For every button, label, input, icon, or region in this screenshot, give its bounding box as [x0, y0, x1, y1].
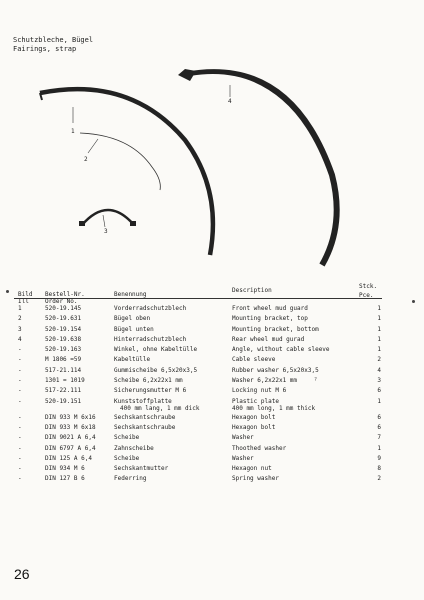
table-row — [14, 424, 382, 434]
cell-bild: 3 — [18, 325, 22, 333]
cell-description: Spring washer — [232, 475, 279, 483]
cell-order-no: DIN 934 M 6 — [45, 465, 85, 473]
cell-bild: - — [18, 423, 22, 431]
cell-bild: - — [18, 465, 22, 473]
cell-quantity: 6 — [377, 423, 381, 431]
header-order-no: Order No. — [45, 298, 78, 305]
cell-order-no: DIN 9021 A 6,4 — [45, 434, 96, 442]
front-mud-guard-drawing — [40, 89, 213, 255]
title-english: Fairings, strap — [13, 45, 77, 53]
cell-order-no: DIN 125 A 6,4 — [45, 454, 92, 462]
cell-description: Washer 6,2x22x1 mm — [232, 377, 298, 385]
page-number: 26 — [14, 566, 30, 582]
table-row — [14, 346, 382, 356]
header-description: Description — [232, 287, 272, 294]
cell-benennung: Scheibe 6,2x22x1 mm — [114, 377, 183, 385]
cell-description: Plastic plate 400 mm long, 1 mm thick — [232, 397, 316, 412]
cell-order-no: 520-19.638 — [45, 335, 82, 343]
cell-bild: 1 — [18, 305, 22, 312]
cell-bild: - — [18, 413, 22, 421]
cell-description: Washer — [232, 454, 254, 462]
cell-order-no: M 1806 =59 — [45, 356, 82, 364]
cell-order-no: 517-21.114 — [45, 366, 82, 374]
cell-order-no: 520-19.631 — [45, 315, 82, 323]
cell-quantity: 1 — [377, 397, 381, 405]
cell-quantity: 8 — [377, 465, 381, 473]
table-row — [14, 455, 382, 465]
cell-order-no: DIN 6797 A 6,4 — [45, 444, 96, 452]
table-row — [14, 356, 382, 366]
cell-order-no: DIN 127 B 6 — [45, 475, 85, 483]
parts-table — [14, 283, 382, 486]
cell-quantity: 1 — [377, 444, 381, 452]
cell-description: Hexagon bolt — [232, 413, 276, 421]
cell-quantity: 7 — [377, 434, 381, 442]
cell-description: Mounting bracket, bottom — [232, 325, 319, 333]
table-row — [14, 445, 382, 455]
table-header — [14, 283, 382, 305]
header-pce: Pce. — [359, 292, 374, 299]
cell-benennung: Bügel oben — [114, 315, 151, 323]
cell-bild: - — [18, 387, 22, 395]
cell-bild: - — [18, 444, 22, 452]
cell-benennung: Kunststoffplatte 400 mm lang, 1 mm dick — [114, 397, 200, 412]
cell-benennung: Kabeltülle — [114, 356, 151, 364]
table-row — [14, 465, 382, 475]
callout-2: 2 — [84, 156, 88, 163]
cell-benennung: Zahnscheibe — [114, 444, 154, 452]
cell-bild: - — [18, 366, 22, 374]
punch-dot — [6, 290, 9, 293]
cell-benennung: Gummischeibe 6,5x20x3,5 — [114, 366, 198, 374]
header-divider — [14, 298, 382, 299]
cell-order-no: 517-22.111 — [45, 387, 82, 395]
table-row — [14, 398, 382, 414]
cell-benennung: Vorderradschutzblech — [114, 305, 187, 312]
cell-quantity: 4 — [377, 366, 381, 374]
cell-order-no: 520-19.151 — [45, 397, 82, 405]
cell-benennung: Scheibe — [114, 434, 140, 442]
table-row — [14, 367, 382, 377]
cell-bild: 4 — [18, 335, 22, 343]
cell-order-no: 1301 = 1019 — [45, 377, 85, 385]
parts-drawing — [0, 55, 424, 275]
bottom-bracket-drawing — [79, 210, 136, 227]
cell-quantity: 2 — [377, 475, 381, 483]
callout-4: 4 — [228, 98, 232, 105]
cell-description: Locking nut M 6 — [232, 387, 287, 395]
cell-bild: - — [18, 346, 22, 354]
cell-bild: - — [18, 454, 22, 462]
table-row — [14, 315, 382, 325]
cell-quantity: 2 — [377, 356, 381, 364]
cell-benennung: Federring — [114, 475, 147, 483]
cell-benennung: Sechskantschraube — [114, 413, 176, 421]
cell-benennung: Hinterradschutzblech — [114, 335, 187, 343]
cell-quantity: 6 — [377, 413, 381, 421]
section-title — [13, 36, 93, 54]
callout-1: 1 — [71, 128, 75, 135]
table-row — [14, 387, 382, 397]
cell-description: Mounting bracket, top — [232, 315, 308, 323]
header-ill: Ill — [18, 298, 29, 305]
cell-description: Cable sleeve — [232, 356, 276, 364]
table-row — [14, 326, 382, 336]
table-row — [14, 434, 382, 444]
cell-quantity: 1 — [377, 335, 381, 343]
cell-bild: - — [18, 434, 22, 442]
callout-3: 3 — [104, 228, 108, 235]
title-german: Schutzbleche, Bügel — [13, 36, 94, 44]
cell-order-no: 520-19.154 — [45, 325, 82, 333]
cell-description: Rubber washer 6,5x20x3,5 — [232, 366, 319, 374]
header-benennung: Benennung — [114, 291, 147, 298]
cell-bild: - — [18, 397, 22, 405]
cell-quantity: 3 — [377, 377, 381, 385]
punch-dot — [412, 300, 415, 303]
cell-bild: - — [18, 475, 22, 483]
cell-quantity: 1 — [377, 325, 381, 333]
table-row — [14, 305, 382, 315]
cell-quantity: 1 — [377, 346, 381, 354]
cell-bild: - — [18, 377, 22, 385]
cell-benennung: Sechskantmutter — [114, 465, 169, 473]
cell-benennung: Bügel unten — [114, 325, 154, 333]
cell-description: Angle, without cable sleeve — [232, 346, 330, 354]
header-stck: Stck. — [359, 283, 378, 290]
table-row — [14, 475, 382, 485]
table-row — [14, 414, 382, 424]
header-bild: Bild — [18, 291, 33, 298]
cell-description: Thoothed washer — [232, 444, 287, 452]
cell-benennung: Scheibe — [114, 454, 140, 462]
table-row — [14, 336, 382, 346]
cell-benennung: Winkel, ohne Kabeltülle — [114, 346, 198, 354]
cell-description: Hexagon nut — [232, 465, 272, 473]
cell-order-no: 520-19.145 — [45, 305, 82, 312]
cell-description: Hexagon bolt — [232, 423, 276, 431]
margin-mark: ? — [314, 377, 318, 384]
cell-order-no: DIN 933 M 6x18 — [45, 423, 96, 431]
cell-description: Rear wheel mud gurad — [232, 335, 305, 343]
cell-bild: - — [18, 356, 22, 364]
cell-bild: 2 — [18, 315, 22, 323]
top-bracket-drawing — [80, 133, 160, 190]
table-body — [14, 305, 382, 486]
cell-quantity: 1 — [377, 315, 381, 323]
cell-quantity: 9 — [377, 454, 381, 462]
cell-order-no: 520-19.163 — [45, 346, 82, 354]
cell-order-no: DIN 933 M 6x16 — [45, 413, 96, 421]
table-row — [14, 377, 382, 387]
cell-description: Front wheel mud guard — [232, 305, 308, 312]
cell-benennung: Sechskantschraube — [114, 423, 176, 431]
cell-benennung: Sicherungsmutter M 6 — [114, 387, 187, 395]
header-bestell-nr: Bestell-Nr. — [45, 291, 85, 298]
cell-quantity: 1 — [377, 305, 381, 312]
cell-description: Washer — [232, 434, 254, 442]
cell-quantity: 6 — [377, 387, 381, 395]
